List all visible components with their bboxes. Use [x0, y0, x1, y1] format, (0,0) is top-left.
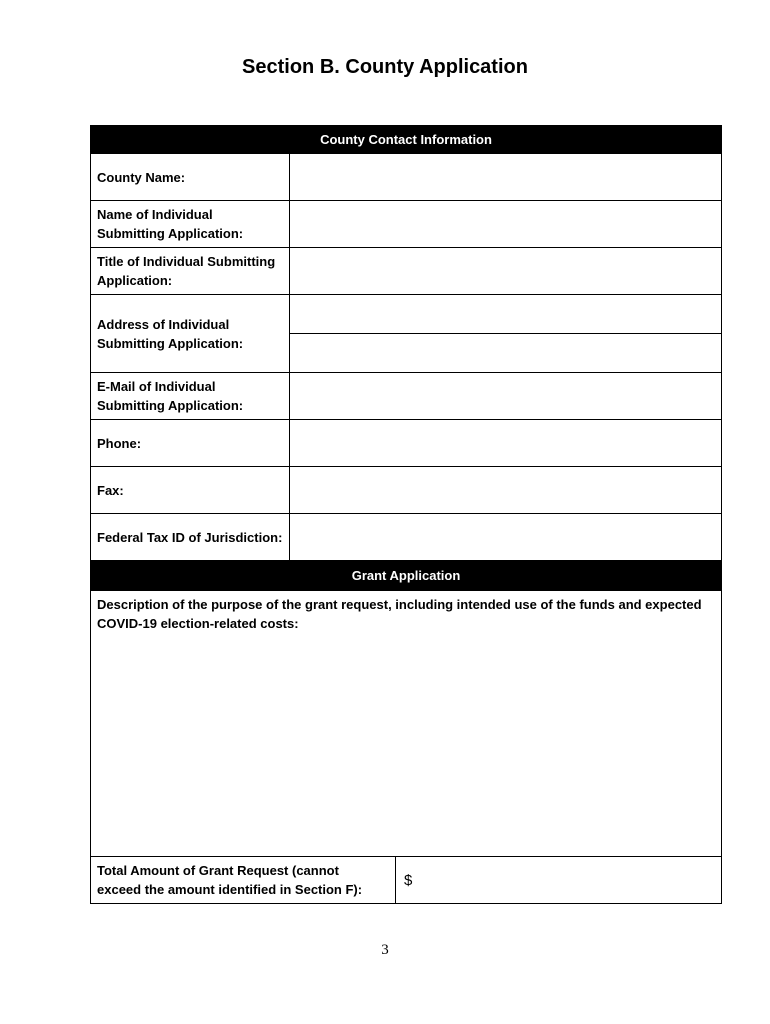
total-amount-label	[91, 857, 396, 904]
total-amount-label-line1: Total Amount of Grant Request (cannot	[97, 863, 339, 878]
submitter-email-field[interactable]	[290, 373, 722, 420]
county-name-label: County Name:	[91, 154, 290, 201]
submitter-name-field[interactable]	[290, 201, 722, 248]
grant-header-row	[91, 561, 722, 591]
submitter-email-input[interactable]	[290, 387, 721, 404]
total-amount-row	[91, 857, 722, 904]
grant-description-label: Description of the purpose of the grant request, including intended use of the funds and expected COVID-19 election-related costs:	[97, 597, 702, 631]
fax-input[interactable]	[290, 481, 721, 498]
grant-description-field[interactable]	[91, 591, 722, 857]
phone-row	[91, 420, 722, 467]
submitter-title-input[interactable]	[290, 262, 721, 279]
address-line-2-field[interactable]	[290, 334, 721, 372]
currency-symbol: $	[404, 871, 413, 889]
submitter-name-label	[91, 201, 290, 248]
submitter-email-label	[91, 373, 290, 420]
county-name-field[interactable]	[290, 154, 722, 201]
submitter-email-label-line2: Submitting Application:	[97, 398, 244, 413]
description-row	[91, 591, 722, 857]
grant-section-header: Grant Application	[91, 561, 722, 591]
fax-row	[91, 467, 722, 514]
fax-field[interactable]	[290, 467, 722, 514]
submitter-name-row	[91, 201, 722, 248]
submitter-address-label-line1: Address of Individual	[97, 316, 230, 332]
county-application-form	[90, 125, 722, 904]
address-line-2-input[interactable]	[290, 334, 721, 372]
submitter-title-label-line1: Title of Individual Submitting	[97, 254, 276, 269]
county-name-row	[91, 154, 722, 201]
tax-id-label: Federal Tax ID of Jurisdiction:	[91, 514, 290, 561]
contact-header-row	[91, 126, 722, 154]
submitter-name-label-line1: Name of Individual	[97, 207, 213, 222]
tax-id-input[interactable]	[290, 528, 721, 545]
tax-id-row	[91, 514, 722, 561]
phone-input[interactable]	[290, 434, 721, 451]
submitter-email-row	[91, 373, 722, 420]
page-number: 3	[381, 942, 389, 958]
submitter-address-field	[290, 295, 722, 373]
total-amount-field[interactable]	[396, 857, 722, 904]
submitter-address-label-line2: Submitting Application:	[97, 335, 244, 351]
county-name-input[interactable]	[290, 168, 721, 185]
total-amount-label-line2: exceed the amount identified in Section F):	[97, 882, 363, 897]
address-line-1-field[interactable]	[290, 295, 721, 334]
submitter-name-input[interactable]	[290, 215, 721, 232]
submitter-title-field[interactable]	[290, 248, 722, 295]
submitter-title-label	[91, 248, 290, 295]
submitter-title-row	[91, 248, 722, 295]
tax-id-field[interactable]	[290, 514, 722, 561]
submitter-email-label-line1: E-Mail of Individual	[97, 379, 216, 394]
phone-label: Phone:	[91, 420, 290, 467]
submitter-name-label-line2: Submitting Application:	[97, 226, 244, 241]
page-title: Section B. County Application	[242, 56, 528, 78]
address-line-1-input[interactable]	[290, 295, 721, 333]
fax-label: Fax:	[91, 467, 290, 514]
contact-section-header: County Contact Information	[91, 126, 722, 154]
phone-field[interactable]	[290, 420, 722, 467]
submitter-address-label	[91, 295, 290, 373]
submitter-title-label-line2: Application:	[97, 273, 173, 288]
submitter-address-row	[91, 295, 722, 373]
